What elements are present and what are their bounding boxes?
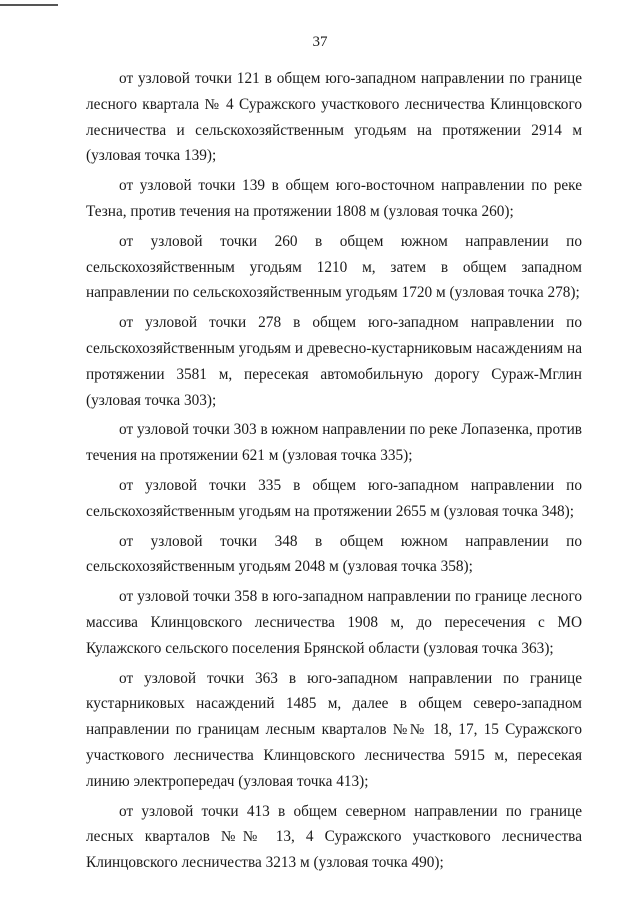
paragraph-2: от узловой точки 139 в общем юго-восточном направлении по реке Тезна, против течения на протяжении 1808 м (узловая точка 260);	[86, 177, 582, 220]
paragraph-5: от узловой точки 303 в южном направлении по реке Лопазенка, против течения на протяжении 621 м (узловая точка 335);	[86, 421, 582, 465]
paragraph-6: от узловой точки 335 в общем юго-западном направлении по сельскохозяйственным угодьям на протяжении 2655 м (узловая точка 348);	[86, 476, 582, 520]
paragraph-8: от узловой точки 358 в юго-западном направлении по границе лесного массива Клинцовского лесничества 1908 м, до пересечения с МО Кулажского сельского поселения Брянской области (узловая точка 363);	[86, 588, 582, 657]
paragraph-7: от узловой точки 348 в общем южном направлении по сельскохозяйственным угодьям 2048 м (узловая точка 358);	[86, 532, 582, 576]
paragraph-9: от узловой точки 363 в юго-западном направлении по границе кустарниковых насаждений 1485 м, далее в общем северо-западном направлении по границам лесным кварталов №№ 18, 17, 15 Суражского участкового лесничества Клинцовского лесничества 5915 м, пересекая линию электропередач (узловая точка 413);	[86, 669, 582, 790]
page-number: 37	[312, 34, 328, 50]
paragraph-3: от узловой точки 260 в общем южном направлении по сельскохозяйственным угодьям 1210 м, затем в общем западном направлении по сельскохозяйственным угодьям 1720 м (узловая точка 278);	[86, 232, 582, 302]
document-body	[86, 66, 582, 880]
corner-scan-mark	[0, 0, 58, 6]
paragraph-4: от узловой точки 278 в общем юго-западном направлении по сельскохозяйственным угодьям и древесно-кустарниковым насаждениям на протяжении 3581 м, пересекая автомобильную дорогу Сураж-Мглин (узловая точка 303);	[86, 314, 582, 409]
paragraph-10: от узловой точки 413 в общем северном направлении по границе лесных кварталов №№ 13, 4 Суражского участкового лесничества Клинцовского лесничества 3213 м (узловая точка 490);	[86, 802, 582, 872]
paragraph-1: от узловой точки 121 в общем юго-западном направлении по границе лесного квартала № 4 Суражского участкового лесничества Клинцовского лесничества и сельскохозяйственным угодьям на протяжении 2914 м (узловая точка 139);	[86, 70, 582, 165]
